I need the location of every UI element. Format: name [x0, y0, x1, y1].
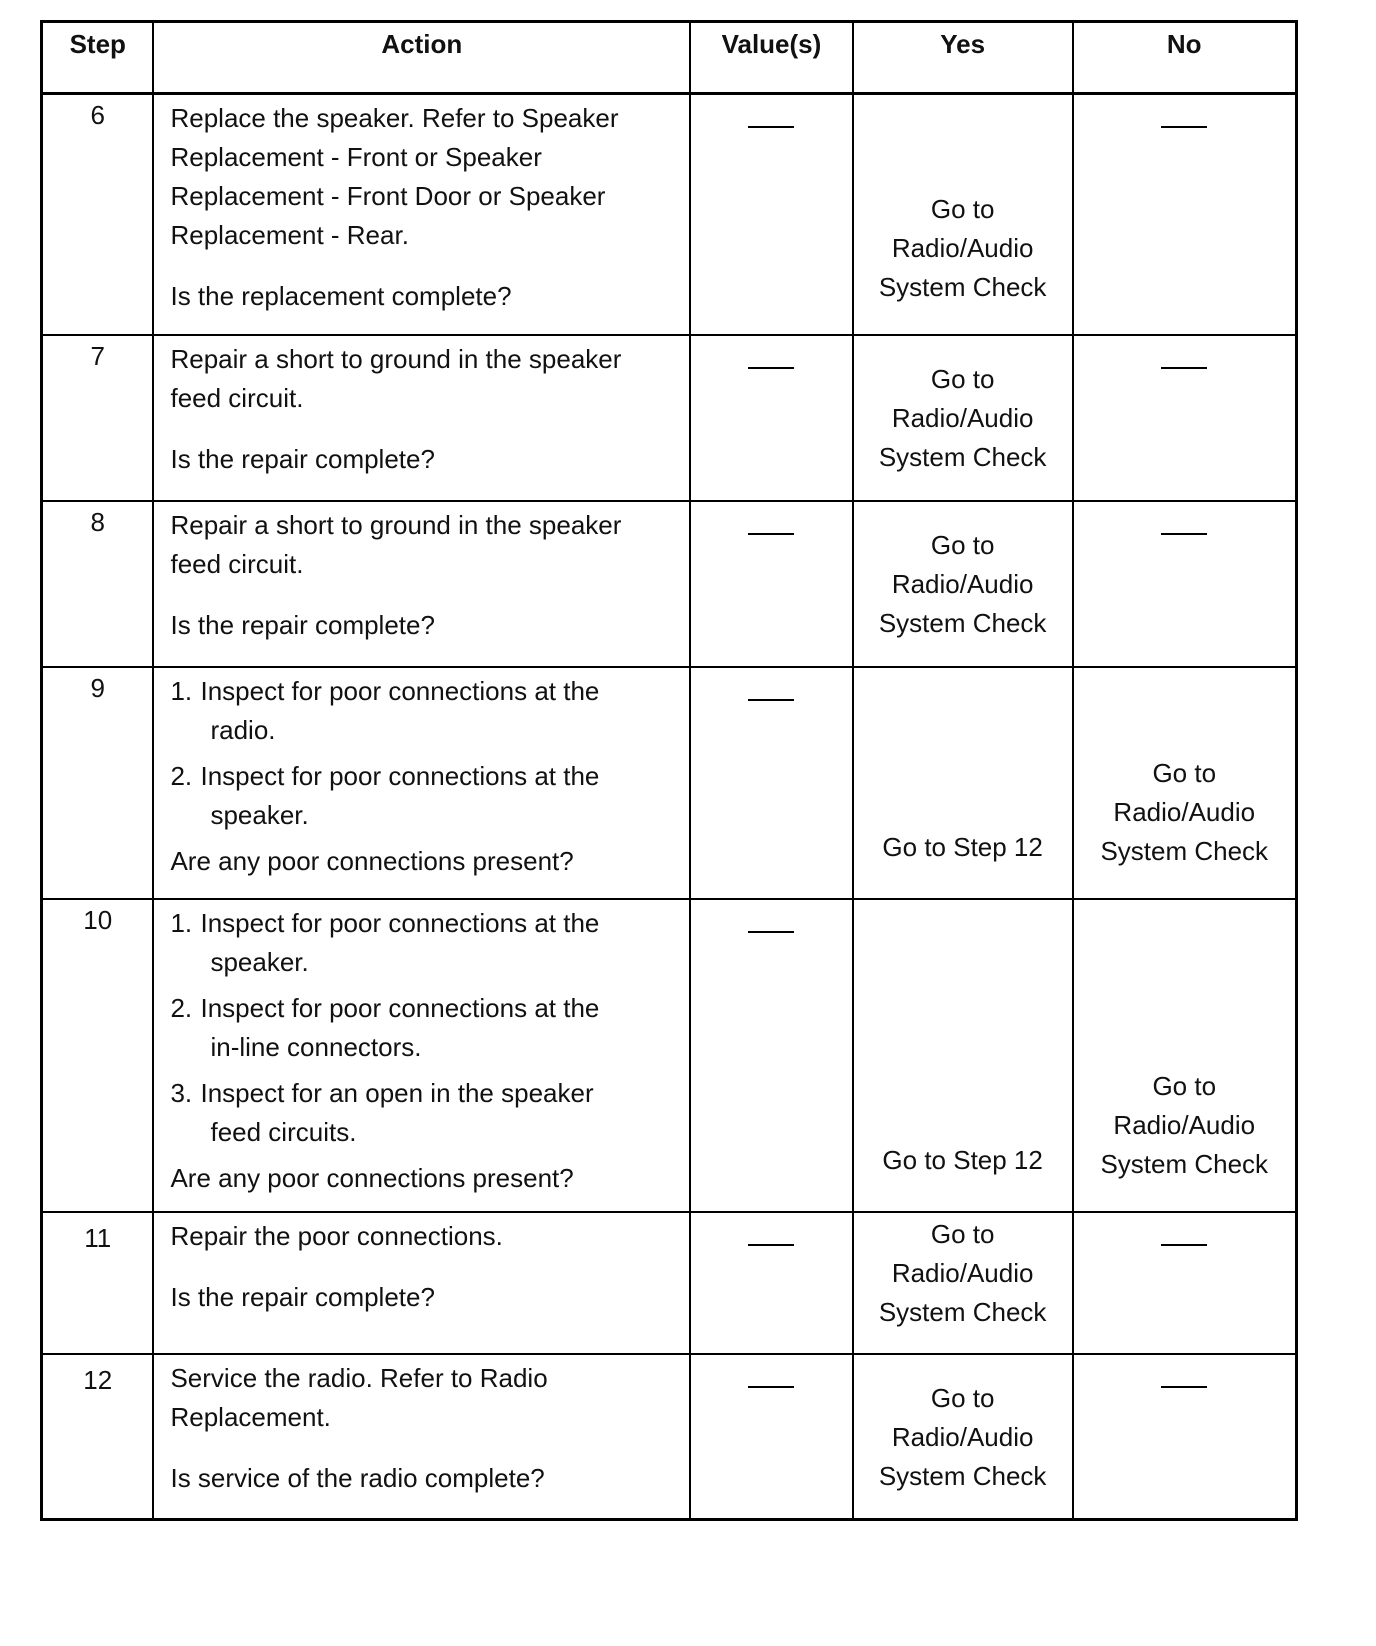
empty-dash [748, 533, 794, 535]
yes-cell [853, 667, 1073, 899]
no-cell [1073, 501, 1297, 667]
empty-dash [748, 1244, 794, 1246]
step-number: 9 [42, 667, 154, 899]
action-text: Repair the poor connections. [170, 1220, 503, 1251]
step-number: 10 [42, 899, 154, 1212]
no-cell [1073, 335, 1297, 501]
action-cell [153, 501, 690, 667]
empty-dash [748, 931, 794, 933]
value-cell [690, 1212, 853, 1354]
empty-dash [1161, 126, 1207, 128]
action-question: Is the repair complete? [170, 609, 435, 640]
header-no: No [1073, 22, 1297, 94]
value-cell [690, 667, 853, 899]
header-row [42, 22, 1297, 94]
action-cell [153, 1212, 690, 1354]
no-text: Go to Radio/Audio System Check [1100, 1070, 1269, 1179]
step-number: 8 [42, 501, 154, 667]
yes-cell [853, 1212, 1073, 1354]
yes-text: Go to Radio/Audio System Check [878, 529, 1047, 638]
action-cell [153, 667, 690, 899]
action-question: Is the repair complete? [170, 443, 435, 474]
list-item: 2. Inspect for poor connections at the in-line connectors. [170, 992, 600, 1062]
yes-text: Go to Step 12 [882, 1144, 1043, 1175]
yes-cell [853, 335, 1073, 501]
action-list [170, 672, 675, 835]
value-cell [690, 94, 853, 335]
action-question: Is service of the radio complete? [170, 1462, 545, 1493]
table-row [42, 899, 1297, 1212]
action-text: Replace the speaker. Refer to Speaker Replacement - Front or Speaker Replacement - Front Door or Speaker Replacement - Rear. [170, 103, 619, 250]
value-cell [690, 1354, 853, 1520]
no-text: Go to Radio/Audio System Check [1100, 757, 1269, 866]
yes-text: Go to Radio/Audio System Check [878, 363, 1047, 472]
no-cell [1073, 899, 1297, 1212]
empty-dash [748, 367, 794, 369]
table-row [42, 667, 1297, 899]
action-list [170, 904, 675, 1152]
diagnostic-table [40, 20, 1298, 1521]
table-row [42, 501, 1297, 667]
step-number: 6 [42, 94, 154, 335]
empty-dash [1161, 533, 1207, 535]
action-cell [153, 335, 690, 501]
action-cell [153, 899, 690, 1212]
empty-dash [1161, 367, 1207, 369]
no-cell [1073, 667, 1297, 899]
header-values: Value(s) [690, 22, 853, 94]
action-question: Are any poor connections present? [170, 845, 574, 876]
yes-cell [853, 94, 1073, 335]
action-cell [153, 94, 690, 335]
header-yes: Yes [853, 22, 1073, 94]
table-row [42, 335, 1297, 501]
value-cell [690, 899, 853, 1212]
header-action: Action [153, 22, 690, 94]
table-row [42, 1354, 1297, 1520]
header-step: Step [42, 22, 154, 94]
action-question: Is the repair complete? [170, 1281, 435, 1312]
action-text: Repair a short to ground in the speaker feed circuit. [170, 509, 622, 579]
table-row [42, 1212, 1297, 1354]
list-item: 1. Inspect for poor connections at the speaker. [170, 907, 600, 977]
yes-cell [853, 899, 1073, 1212]
empty-dash [1161, 1386, 1207, 1388]
empty-dash [1161, 1244, 1207, 1246]
action-text: Repair a short to ground in the speaker feed circuit. [170, 343, 622, 413]
empty-dash [748, 126, 794, 128]
value-cell [690, 335, 853, 501]
no-cell [1073, 94, 1297, 335]
table-row [42, 94, 1297, 335]
value-cell [690, 501, 853, 667]
empty-dash [748, 1386, 794, 1388]
yes-cell [853, 1354, 1073, 1520]
yes-text: Go to Step 12 [882, 831, 1043, 862]
no-cell [1073, 1354, 1297, 1520]
list-item: 1. Inspect for poor connections at the radio. [170, 675, 600, 745]
yes-text: Go to Radio/Audio System Check [878, 1382, 1047, 1491]
step-number: 12 [42, 1354, 154, 1520]
empty-dash [748, 699, 794, 701]
no-cell [1073, 1212, 1297, 1354]
list-item: 3. Inspect for an open in the speaker feed circuits. [170, 1077, 594, 1147]
step-number: 11 [42, 1212, 154, 1354]
action-question: Are any poor connections present? [170, 1162, 574, 1193]
action-cell [153, 1354, 690, 1520]
step-number: 7 [42, 335, 154, 501]
yes-cell [853, 501, 1073, 667]
yes-text: Go to Radio/Audio System Check [878, 194, 1047, 302]
action-question: Is the replacement complete? [170, 281, 512, 311]
yes-text: Go to Radio/Audio System Check [878, 1218, 1047, 1327]
list-item: 2. Inspect for poor connections at the speaker. [170, 760, 600, 830]
action-text: Service the radio. Refer to Radio Replacement. [170, 1362, 548, 1432]
